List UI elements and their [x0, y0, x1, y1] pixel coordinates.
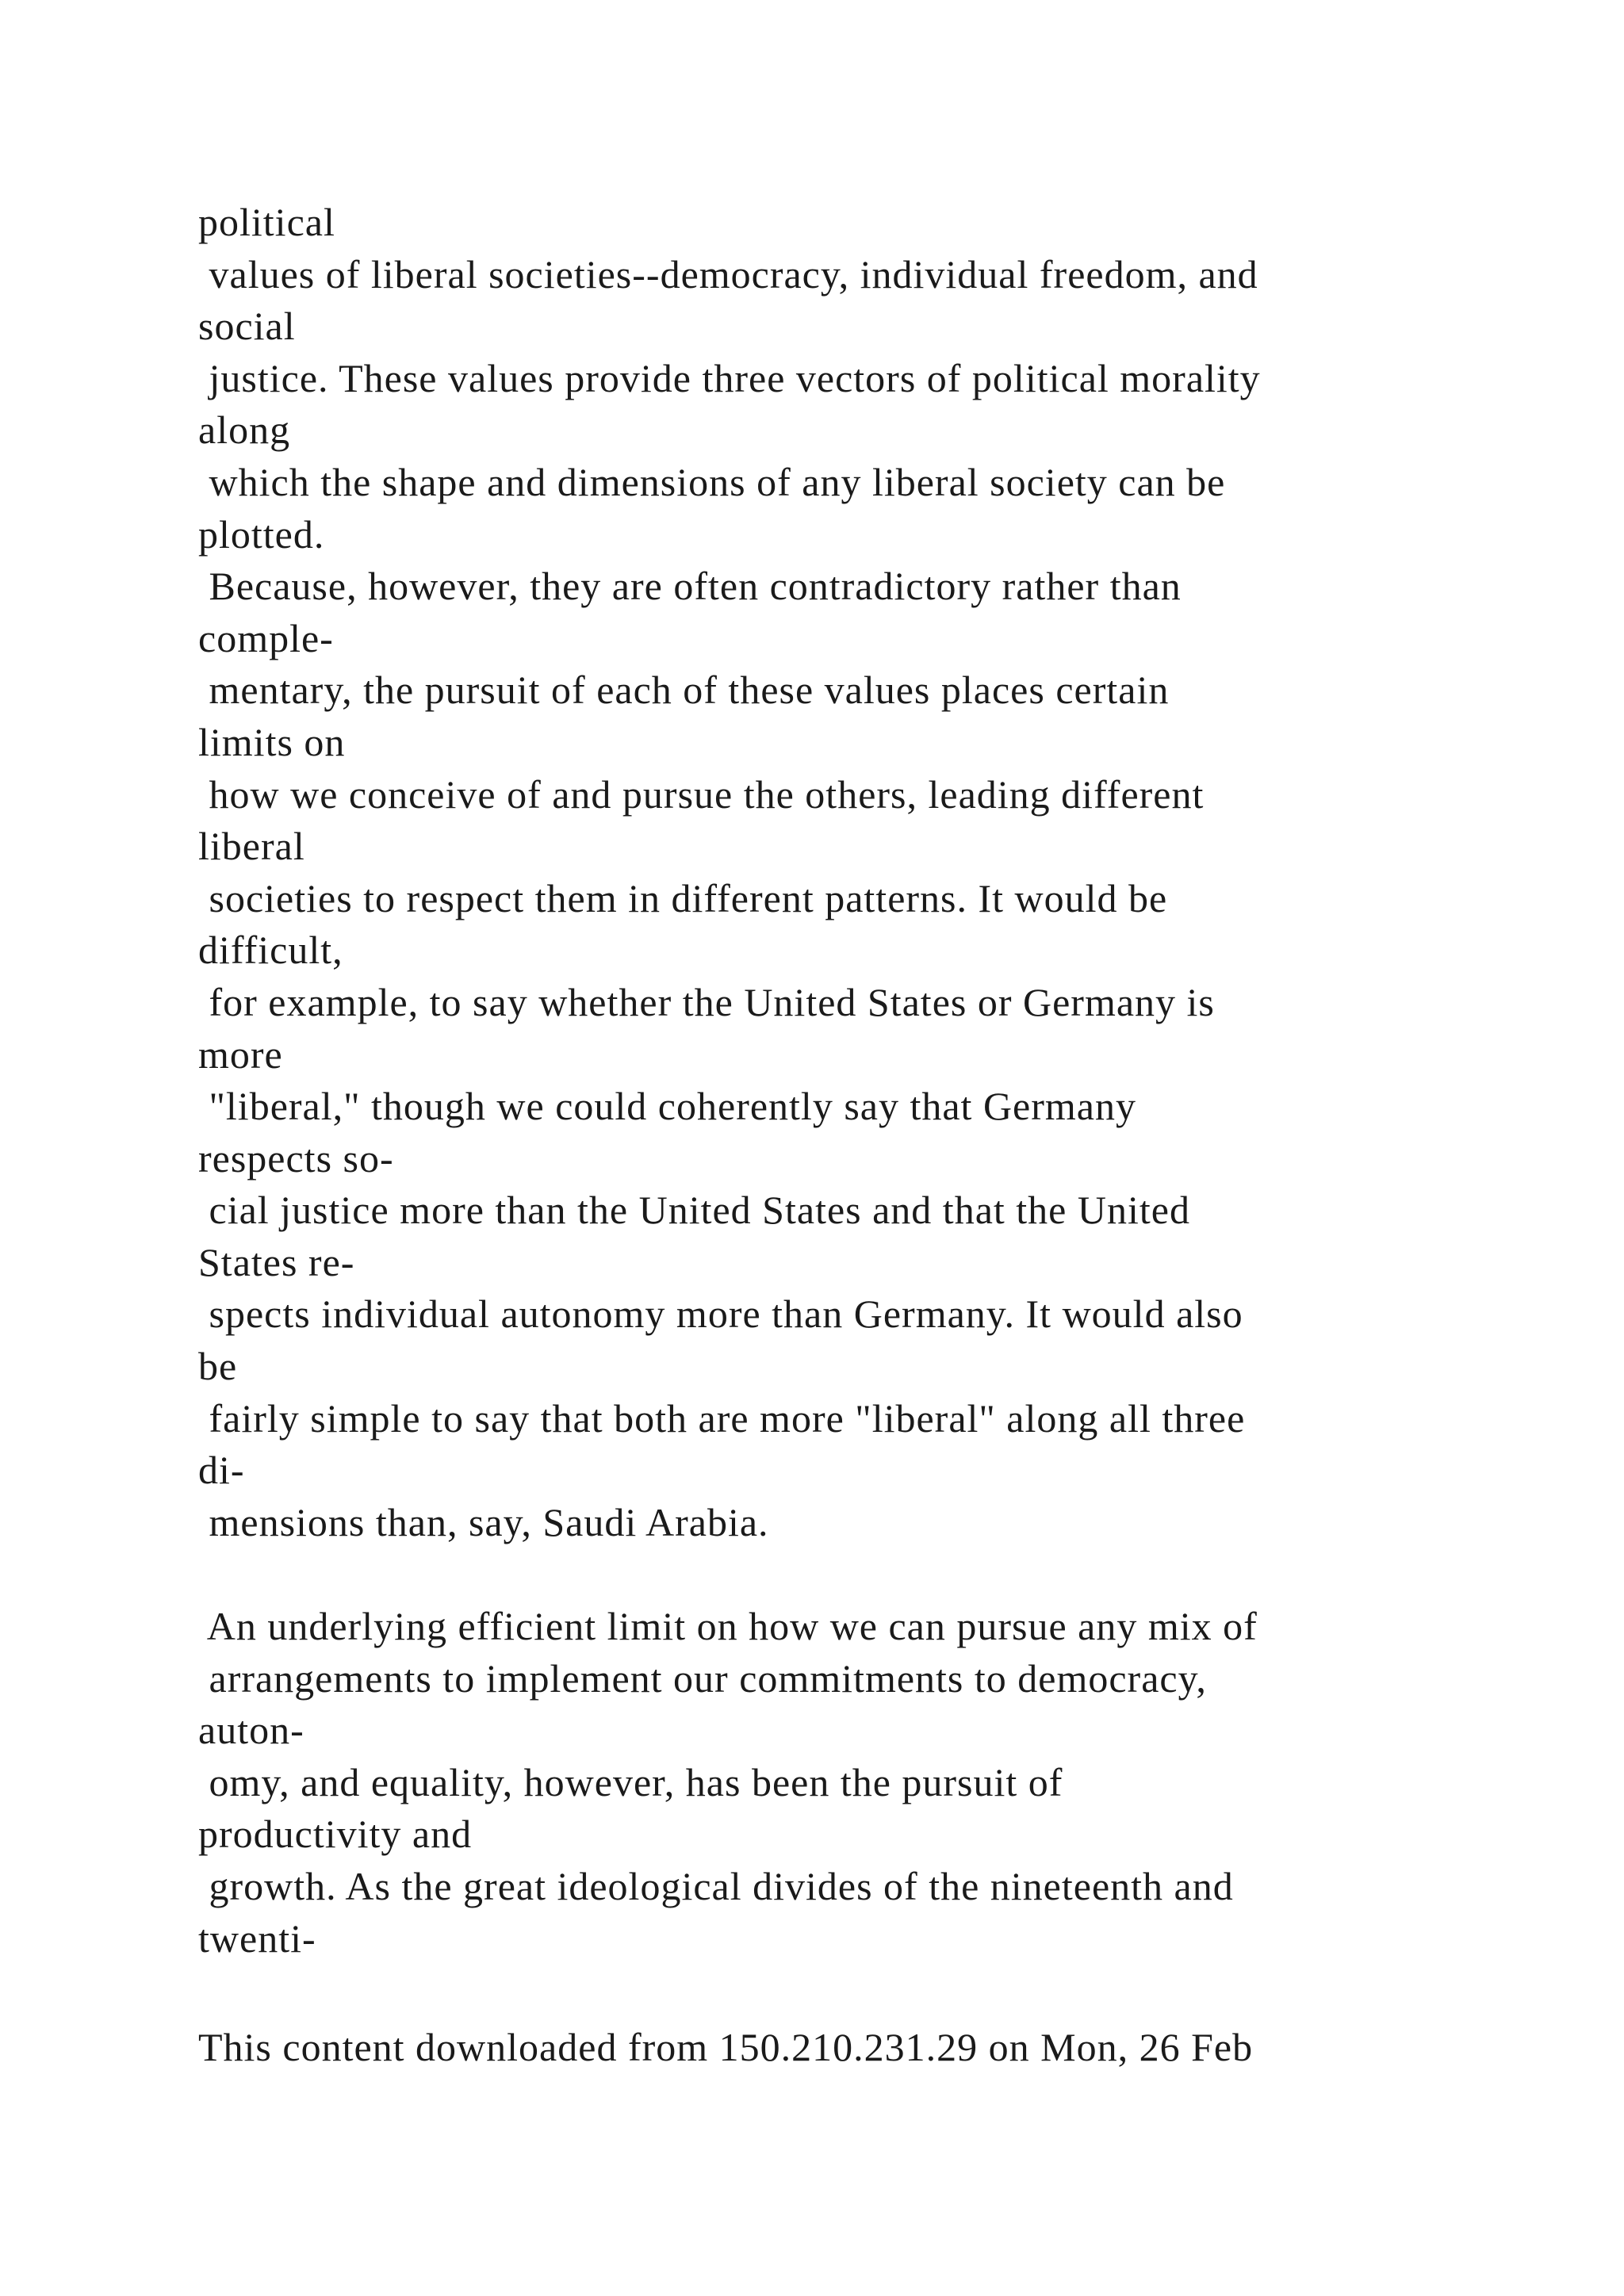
text-line: more: [198, 1031, 283, 1077]
text-line: omy, and equality, however, has been the pursuit of: [198, 1759, 1063, 1804]
text-line: comple-: [198, 615, 334, 660]
text-line: difficult,: [198, 928, 343, 973]
text-line: Because, however, they are often contradictory rather than: [198, 564, 1182, 609]
text-line: social: [198, 304, 296, 349]
text-line: arrangements to implement our commitments to democracy,: [198, 1655, 1207, 1701]
text-line: political: [198, 200, 335, 244]
download-notice: This content downloaded from 150.210.231.29 on Mon, 26 Feb: [198, 2025, 1254, 2069]
text-line: growth. As the great ideological divides of the nineteenth and: [198, 1864, 1234, 1908]
document-body: [198, 197, 1610, 1965]
text-line: di-: [198, 1448, 245, 1493]
text-line: An underlying efficient limit on how we can pursue any mix of: [198, 1604, 1258, 1649]
text-line: liberal: [198, 824, 305, 869]
text-line: twenti-: [198, 1915, 316, 1961]
text-line: values of liberal societies--democracy, individual freedom, and: [198, 251, 1258, 297]
text-line: along: [198, 408, 291, 453]
text-line: plotted.: [198, 511, 325, 557]
text-line: which the shape and dimensions of any liberal society can be: [198, 459, 1226, 504]
text-line: how we conceive of and pursue the others, leading different: [198, 771, 1205, 817]
text-line: [198, 1548, 1610, 1601]
text-line: limits on: [198, 719, 346, 764]
text-line: States re-: [198, 1239, 355, 1284]
text-line: auton-: [198, 1708, 304, 1753]
text-line: mensions than, say, Saudi Arabia.: [198, 1499, 769, 1544]
text-line: societies to respect them in different patterns. It would be: [198, 875, 1168, 920]
text-line: cial justice more than the United States and that the United: [198, 1188, 1190, 1233]
text-line: "liberal," though we could coherently say that Germany: [198, 1084, 1136, 1129]
text-line: mentary, the pursuit of each of these values places certain: [198, 668, 1170, 713]
text-line: respects so-: [198, 1135, 394, 1181]
text-line: be: [198, 1344, 238, 1389]
text-line: spects individual autonomy more than Germany. It would also: [198, 1292, 1243, 1337]
text-line: justice. These values provide three vectors of political morality: [198, 355, 1261, 400]
text-line: productivity and: [198, 1812, 473, 1857]
text-line: for example, to say whether the United States or Germany is: [198, 979, 1215, 1024]
text-line: fairly simple to say that both are more "liberal" along all three: [198, 1395, 1246, 1441]
